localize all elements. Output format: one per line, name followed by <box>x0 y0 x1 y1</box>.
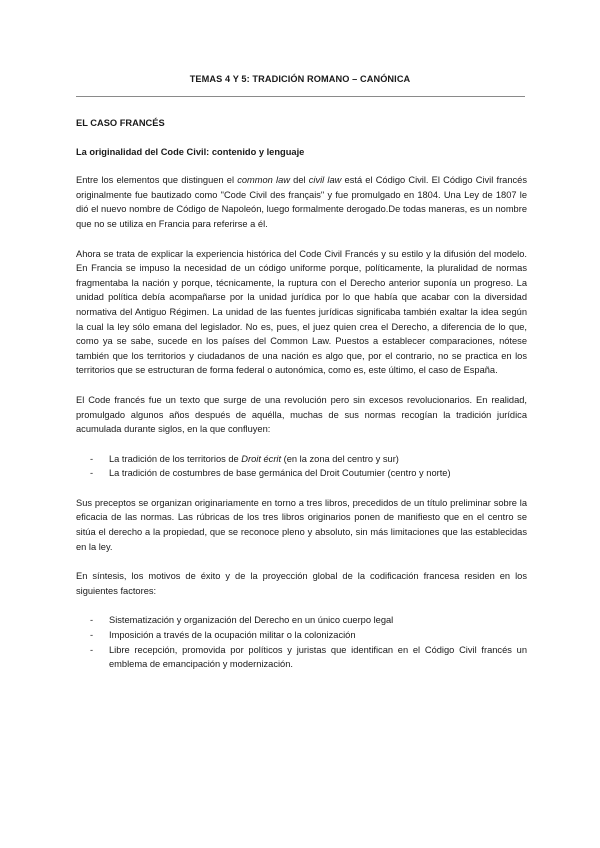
paragraph-1-text-a: Entre los elementos que distinguen el <box>76 175 238 186</box>
list-item <box>76 466 527 481</box>
dash-bullet: - <box>90 468 94 479</box>
list-item-text: Imposición a través de la ocupación militar o la colonización <box>109 630 356 641</box>
paragraph-1-text-b: del <box>289 175 309 186</box>
list-item-text-a: La tradición de los territorios de <box>109 453 242 464</box>
dash-bullet: - <box>90 644 94 655</box>
list-item-text: La tradición de costumbres de base germánica del Droit Coutumier (centro y norte) <box>109 468 451 479</box>
page-header-title: TEMAS 4 Y 5: TRADICIÓN ROMANO – CANÓNICA <box>189 74 411 84</box>
list-item <box>76 452 527 467</box>
list-item-text: Libre recepción, promovida por políticos y juristas que identifican en el Código Civil francés un emblema de emancipación y modernización. <box>109 644 527 670</box>
list-item <box>76 628 527 643</box>
list-item-italic: Droit écrit <box>241 453 282 464</box>
list-item-text: Sistematización y organización del Derecho en un único cuerpo legal <box>109 615 394 626</box>
list-item <box>76 613 527 628</box>
section-title: EL CASO FRANCÉS <box>76 118 165 128</box>
subsection-title: La originalidad del Code Civil: contenido y lenguaje <box>76 146 305 157</box>
dash-bullet: - <box>90 615 94 626</box>
traditions-list <box>76 452 527 481</box>
list-item <box>76 643 527 672</box>
paragraph-1-italic-civil-law: civil law <box>308 175 342 186</box>
dash-bullet: - <box>90 453 94 464</box>
paragraph-4: Sus preceptos se organizan originariamente en torno a tres libros, precedidos de un título preliminar sobre la eficacia de las normas. Las rúbricas de los tres libros originarios ponen de manifiesto que en el centro se sitúa el derecho a la propiedad, que se reconoce pleno y absoluto, sin más limitaciones que las establecidas en la ley. <box>76 497 527 552</box>
paragraph-1 <box>76 173 527 231</box>
dash-bullet: - <box>90 630 94 641</box>
paragraph-1-italic-common-law: common law <box>237 175 290 186</box>
header-divider <box>76 96 525 97</box>
paragraph-5: En síntesis, los motivos de éxito y de la proyección global de la codificación francesa residen en los siguientes factores: <box>76 571 527 596</box>
list-item-text-b: (en la zona del centro y sur) <box>281 453 399 464</box>
paragraph-3: El Code francés fue un texto que surge de una revolución pero sin excesos revolucionarios. En realidad, promulgado algunos años después de aquélla, muchas de sus normas recogían la tradición jurídica acumulada durante siglos, en la que confluyen: <box>76 394 527 435</box>
document-body <box>76 116 527 687</box>
paragraph-2: Ahora se trata de explicar la experiencia histórica del Code Civil Francés y su estilo y la difusión del modelo. En Francia se impuso la necesidad de un código uniforme porque, políticamente, la pluralidad de normas fragmentaba la nación y porque, técnicamente, la ruptura con el Derecho anterior suponía un progreso. La unidad política debía acompañarse por la unidad jurídica por lo que había que acabar con la diversidad normativa del Antiguo Régimen. La unidad de las fuentes jurídicas significaba también exaltar la idea según la cual la ley sólo emana del legislador. No es, pues, el juez quien crea el Derecho, a diferencia de lo que, como ya se sabe, sucede en los países del Common Law. Puestos a establecer comparaciones, nótese también que los territorios y ciudadanos de una nación es algo que, por el contrario, no se practica en los territorios que se estructuran de forma federal o autonómica, como es, este último, el caso de España. <box>76 248 527 376</box>
paragraph-1-text-c: está el Código Civil. El Código Civil francés originalmente fue bautizado como "Code Civil des français" y fue promulgado en 1804. Una Ley de 1807 le dió el nuevo nombre de Código de Napoleón, luego formalmente derogado.De todas maneras, es un nombre que no se utiliza en Francia para referirse a él. <box>76 175 527 229</box>
success-factors-list <box>76 613 527 671</box>
